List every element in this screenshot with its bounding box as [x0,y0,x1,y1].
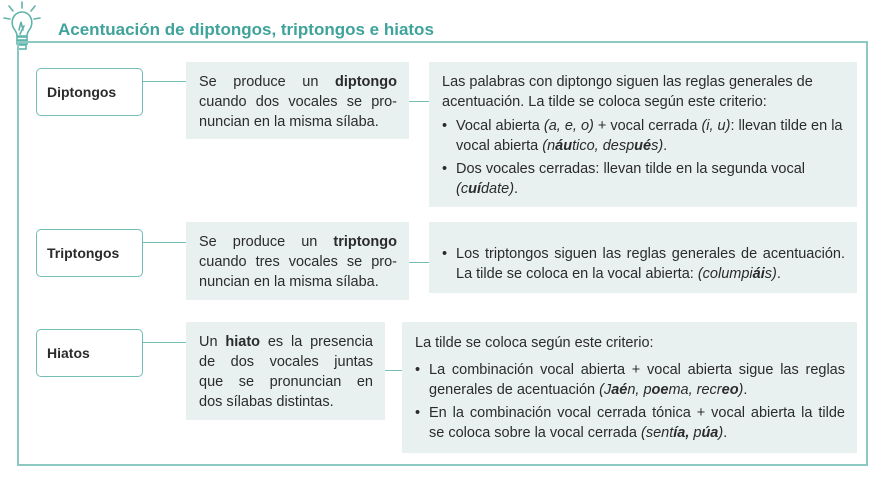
connector [409,262,429,263]
list-item: • Dos vocales cerradas: llevan tilde en la segunda vocal (cuídate). [442,159,845,199]
connector [385,370,402,371]
definition-triptongo: Se produce un triptongo cuando tres vocales se pro- nuncian en la misma sílaba. [186,222,409,300]
connector [409,101,429,102]
list-item: • Vocal abierta (a, e, o) + vocal cerrada (i, u): llevan tilde en la vocal abierta (náutico, después). [442,116,845,156]
label-hiatos: Hiatos [36,329,143,377]
definition-hiato: Un hiato es la presencia de dos vocales juntas que se pronuncian en dos sílabas distintas. [186,322,385,420]
list-item: • Los triptongos siguen las reglas generales de acentuación. La tilde se coloca en la vocal abierta: (columpiáis). [442,244,845,284]
list-item: • En la combinación vocal cerrada tónica + vocal abierta la tilde se coloca sobre la vocal cerrada (sentía, púa). [415,403,845,443]
rules-triptongo [429,222,857,293]
page-title: Acentuación de diptongos, triptongos e hiatos [58,20,434,39]
label-diptongos: Diptongos [36,68,143,116]
list-item: • La combinación vocal abierta + vocal abierta sigue las reglas generales de acentuación (Jaén, poema, recreo). [415,360,845,400]
connector [143,81,186,82]
definition-diptongo: Se produce un diptongo cuando dos vocales se pro- nuncian en la misma sílaba. [186,62,409,139]
rules-diptongo: Las palabras con diptongo siguen las reglas generales de acentuación. La tilde se coloca según este criterio: • Vocal abierta (a, e, o) + vocal cerrada (i, u): llevan tilde en la vocal abierta (náutico, después). • Dos vocales cerradas: llevan tilde en la segunda vocal (cuídate). [429,62,857,207]
rules-hiato: La tilde se coloca según este criterio: • La combinación vocal abierta + vocal abierta sigue las reglas generales de acentuación (Jaén, poema, recreo). • En la combinación vocal cerrada tónica + vocal abierta la tilde se coloca sobre la vocal cerrada (sentía, púa). [402,322,857,453]
label-triptongos: Triptongos [36,229,143,277]
connector [143,342,186,343]
connector [143,242,186,243]
